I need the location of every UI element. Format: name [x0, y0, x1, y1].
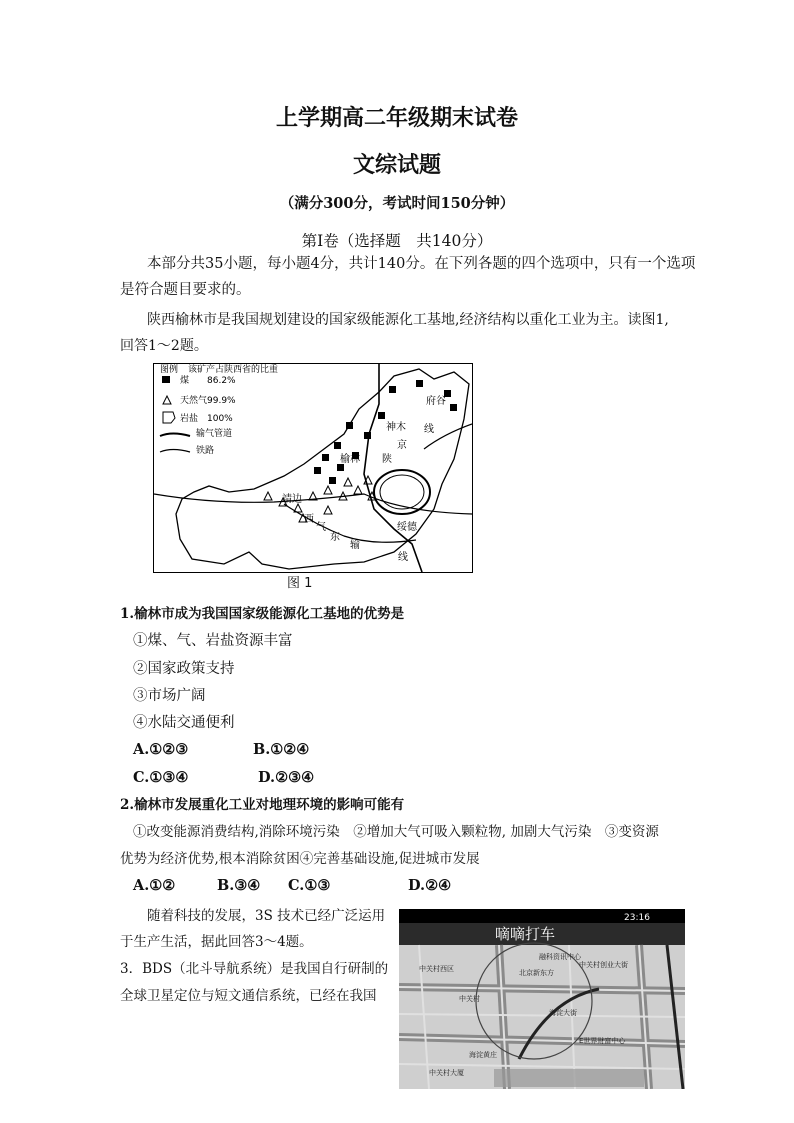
place-line1: 线 — [424, 424, 434, 435]
intro1-line1: 陕西榆林市是我国规划建设的国家级能源化工基地,经济结构以重化工业为主。读图1, — [147, 312, 669, 328]
place-jing: 京 — [397, 440, 407, 451]
q1-opt1: ①煤、气、岩盐资源丰富 — [133, 633, 293, 649]
phone-svg — [399, 909, 685, 1089]
place-xi: 西 — [304, 514, 314, 525]
place-shenmu: 神木 — [386, 422, 406, 433]
legend-gas: 天然气99.9% — [180, 396, 236, 406]
legend-rail: 铁路 — [196, 446, 215, 456]
place-line2: 线 — [398, 552, 408, 563]
q2-line2: 优势为经济优势,根本消除贫困④完善基础设施,促进城市发展 — [120, 851, 480, 867]
q1-opt2: ②国家政策支持 — [133, 661, 235, 677]
legend-heading: 该矿产占陕西省的比重 — [188, 365, 279, 375]
railway-loop — [374, 470, 430, 514]
q1-choice-d: D.②③④ — [258, 769, 315, 786]
map-label-6: E世界财富中心 — [579, 1037, 626, 1045]
map-label-2: 北京新东方 — [519, 969, 554, 977]
q1-choice-a: A.①②③ — [133, 741, 189, 758]
legend-title: 图例 — [160, 365, 179, 375]
q2-stem: 2.榆林市发展重化工业对地理环境的影响可能有 — [120, 797, 405, 813]
q2-choice-c: C.①③ — [288, 877, 331, 894]
map-label-1: 中关村西区 — [419, 965, 454, 973]
intro2-line1: 随着科技的发展，3S 技术已经广泛运用 — [147, 908, 386, 924]
didi-app-screenshot — [399, 909, 685, 1089]
q2-choice-d: D.②④ — [408, 877, 452, 894]
yulin-map — [153, 363, 473, 573]
q3-line1: 3．BDS（北斗导航系统）是我国自行研制的 — [120, 961, 389, 977]
place-fugu: 府谷 — [426, 396, 446, 407]
map-svg — [154, 364, 472, 572]
map-label-4: 中关村 — [459, 995, 480, 1003]
place-qi: 气 — [316, 522, 326, 533]
instructions-line1: 本部分共35小题，每小题4分，共计140分。在下列各题的四个选项中，只有一个选项 — [147, 256, 696, 272]
map-label-8: 中关村大厦 — [429, 1069, 464, 1077]
intro1-line2: 回答1～2题。 — [120, 338, 208, 354]
exam-title: 上学期高二年级期末试卷 — [275, 105, 518, 131]
q3-line2: 全球卫星定位与短文通信系统，已经在我国 — [120, 988, 377, 1004]
intro2-line2: 于生产生活，据此回答3～4题。 — [120, 934, 313, 950]
place-jingbian: 靖边 — [282, 494, 302, 505]
q2-line1: ①改变能源消费结构,消除环境污染 ②增加大气可吸入颗粒物, 加剧大气污染 ③变资源 — [133, 824, 659, 840]
legend-coal: 煤 86.2% — [180, 376, 236, 386]
map-label-7: 海淀黄庄 — [469, 1051, 497, 1059]
legend-pipeline: 输气管道 — [196, 429, 233, 439]
place-suide: 绥德 — [397, 522, 417, 533]
place-dong: 东 — [330, 532, 340, 543]
exam-subtitle: 文综试题 — [352, 152, 441, 178]
q1-opt3: ③市场广阔 — [133, 688, 206, 704]
phone-time: 23:16 — [624, 913, 650, 923]
legend-salt: 岩盐 100% — [180, 414, 233, 424]
section-heading: 第Ⅰ卷（选择题 共140分） — [301, 232, 493, 250]
map-label-0: 融科资讯中心 — [539, 953, 581, 961]
q1-choice-b: B.①②④ — [253, 741, 310, 758]
instructions-line2: 是符合题目要求的。 — [120, 282, 251, 298]
q1-opt4: ④水陆交通便利 — [133, 715, 235, 731]
place-yulin: 榆林 — [340, 454, 360, 465]
score-time: （满分300分，考试时间150分钟） — [279, 195, 515, 212]
app-title: 嘀嘀打车 — [495, 925, 556, 943]
place-shu: 输 — [350, 540, 360, 551]
map-label-5: 海淀大街 — [549, 1009, 577, 1017]
place-shaan: 陕 — [382, 454, 392, 465]
q1-choice-c: C.①③④ — [133, 769, 189, 786]
map-label-3: 中关村创业大街 — [579, 961, 628, 969]
q2-choice-b: B.③④ — [217, 877, 261, 894]
q1-stem: 1.榆林市成为我国国家级能源化工基地的优势是 — [120, 606, 405, 622]
q2-choice-a: A.①② — [133, 877, 176, 894]
figure-caption: 图 1 — [287, 576, 313, 591]
